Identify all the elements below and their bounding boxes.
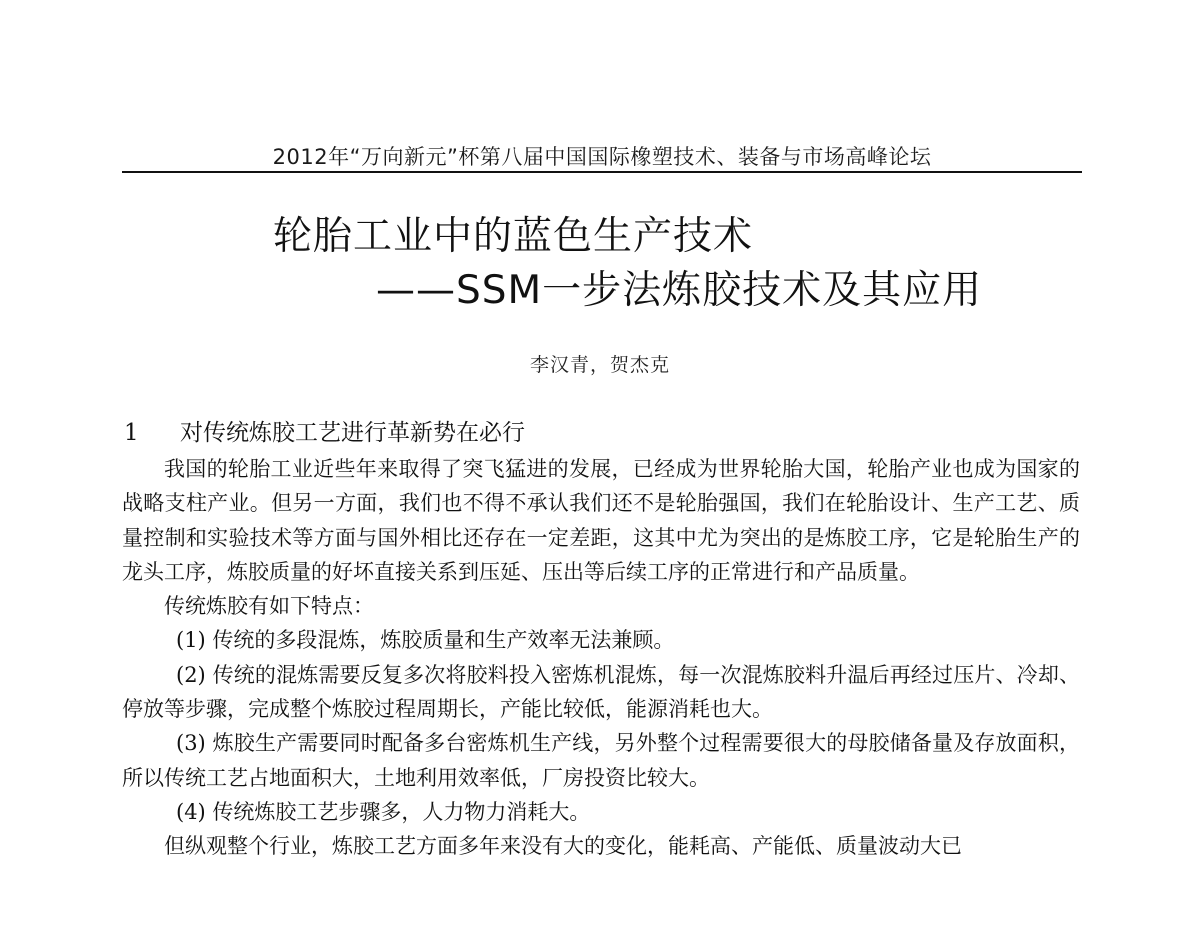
body-text: [122, 452, 1080, 864]
section-number: 1: [124, 420, 139, 446]
list-item-1: (1) 传统的多段混炼，炼胶质量和生产效率无法兼顾。: [176, 628, 675, 653]
list-item-2: (2) 传统的混炼需要反复多次将胶料投入密炼机混炼，每一次混炼胶料升温后再经过压片、冷却、停放等步骤，完成整个炼胶过程周期长，产能比较低，能源消耗也大。: [122, 662, 1080, 722]
body-paragraph-1: 我国的轮胎工业近些年来取得了突飞猛进的发展，已经成为世界轮胎大国，轮胎产业也成为国家的战略支柱产业。但另一方面，我们也不得不承认我们还不是轮胎强国，我们在轮胎设计、生产工艺、质量控制和实验技术等方面与国外相比还存在一定差距，这其中尤为突出的是炼胶工序，它是轮胎生产的龙头工序，炼胶质量的好坏直接关系到压延、压出等后续工序的正常进行和产品质量。: [122, 457, 1080, 584]
body-paragraph-2: 传统炼胶有如下特点：: [164, 594, 374, 619]
body-paragraph-3: 但纵观整个行业，炼胶工艺方面多年来没有大的变化，能耗高、产能低、质量波动大已: [164, 834, 962, 859]
paper-title-line-1: 轮胎工业中的蓝色生产技术: [273, 214, 754, 259]
section-title: 对传统炼胶工艺进行革新势在必行: [180, 420, 525, 446]
running-header: 2012年“万向新元”杯第八届中国国际橡塑技术、装备与市场高峰论坛: [272, 145, 932, 169]
list-item-3: (3) 炼胶生产需要同时配备多台密炼机生产线，另外整个过程需要很大的母胶储备量及存放面积，所以传统工艺占地面积大，土地利用效率低，厂房投资比较大。: [122, 731, 1080, 790]
paper-title-line-2: ——SSM一步法炼胶技术及其应用: [376, 268, 983, 313]
author-list: 李汉青，贺杰克: [529, 354, 670, 376]
header-rule: [122, 171, 1082, 173]
section-heading: [124, 414, 525, 447]
list-item-4: (4) 传统炼胶工艺步骤多，人力物力消耗大。: [176, 799, 591, 824]
